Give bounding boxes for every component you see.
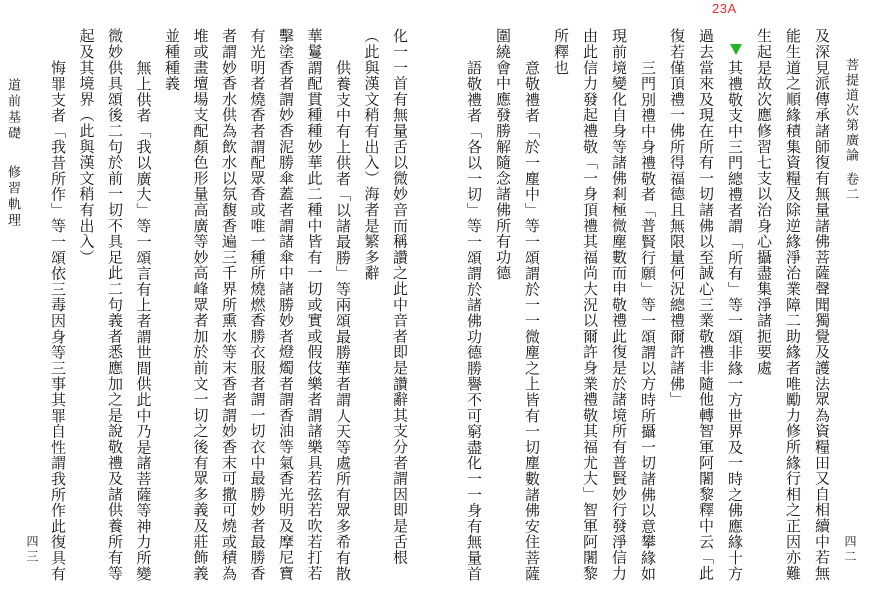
text-column: 並種種義: [163, 28, 181, 92]
text-column: 堆或畫壇場支配顏色形量高廣等妙高峰眾者加於前文一切之後有眾多義及莊飾義: [191, 28, 210, 581]
text-column: 供養支中有上供者「以諸最勝」等兩頌最勝華者謂人天等處所有眾多希有散: [334, 59, 352, 581]
text-column: 意敬禮者「於一塵中」等一頌謂於一一微塵之上皆有一切塵數諸佛安住菩薩: [523, 59, 541, 581]
running-head-subsection: 修習軌理: [5, 165, 20, 229]
text-column: 圍繞會中應發勝解隨念諸佛所有功德: [494, 28, 512, 281]
text-column: 過去當來及現在所有一切諸佛以至誠心三業敬禮非隨他轉智軍阿闍黎釋中云「此: [697, 28, 715, 581]
text-column: 起及其境界（此與漢文稍有出入）: [77, 28, 96, 265]
text-column: 華鬘謂配貫種種妙華此二種中皆有一切或實或假伎樂者謂諸樂具若弦若吹若打若: [305, 28, 324, 581]
text-column: 擊塗香者謂妙香泥勝傘蓋者謂諸傘中諸勝妙者燈燭者謂香油等氣香光明及摩尼寶: [277, 28, 295, 581]
running-head-title: 菩提道次第廣論: [843, 58, 858, 163]
text-column: 有光明者燒香者謂配眾香或唯一種所燒燃香勝衣服者謂一切衣中最勝妙者最勝香: [248, 28, 267, 581]
text-column: （此與漢文稍有出入）海者是繁多辭: [362, 28, 381, 281]
text-column: 微妙供具頌後二句於前一切不具足此二句義者悉應加之是說敬禮及諸供養所有等: [106, 28, 124, 581]
text-column: 現前境變化自身等諸佛剎極微塵數而申敬禮此復是於諸境所有普賢妙行發淨信力: [610, 28, 628, 581]
right-page: [436, 0, 871, 610]
text-column: 其禮敬支中三門總禮者謂「所有」等一頌非緣一方世界及一時之佛應緣十方: [726, 59, 744, 581]
text-column: 復若僅頂禮一佛所得福德且無限量何況總禮爾許諸佛」: [668, 28, 686, 408]
running-head-section: 道前基礎: [5, 78, 20, 142]
text-column: 化一一首有無量舌以微妙音而稱讚之此中音者即是讚辭其支分者謂因即是舌根: [391, 28, 409, 566]
text-column: 所釋也: [552, 28, 570, 76]
text-column: 由此信力發起禮敬「一身頂禮其福尚大況以爾許身業禮敬其福尤大」智軍阿闍黎: [581, 28, 599, 581]
page-marker-label: 23A: [712, 1, 737, 16]
text-column: 無上供者「我以廣大」等一頌言有上者謂世間供此中乃是諸菩薩等神力所變: [134, 59, 153, 581]
page-number: 四三: [25, 535, 39, 565]
text-column: 生起是故次應修習七支以治身心攝盡集淨諸扼要處: [755, 28, 773, 376]
text-column: 三門別禮中身禮敬者「普賢行願」等一頌謂以方時所攝一切諸佛以意攀緣如: [639, 59, 657, 581]
text-column: 語敬禮者「各以一切」等一頌謂於諸佛功德勝譽不可窮盡化一一身有無量首: [465, 59, 483, 581]
text-column: 悔罪支者「我昔所作」等一頌依三毒因身等三事其罪自性謂我所作此復具有: [49, 59, 67, 581]
text-column: 者謂妙香水供為飲水以氛馥香遍三千界所熏水等末香者謂妙香末可撒可燒或積為: [220, 28, 238, 581]
text-column: 能生道之順緣積集資糧及除逆緣淨治業障二助緣者唯勵力修所緣行相之正因亦難: [784, 28, 802, 581]
page-number: 四二: [843, 535, 857, 565]
text-column: 及深見派傳承諸師復有無量諸佛菩薩聲聞獨覺及護法眾為資糧田又自相續中若無: [813, 28, 831, 581]
running-head-volume: 卷二: [843, 172, 858, 202]
